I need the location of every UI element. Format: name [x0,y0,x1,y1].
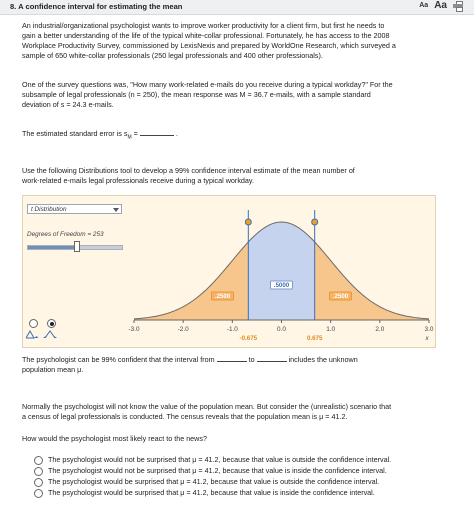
two-tail-radio[interactable] [47,319,56,328]
answer-option[interactable] [34,466,387,476]
upper-bound-input[interactable] [257,353,287,362]
se-equals: = [131,129,140,138]
census-line: a census of legal professionals is conducted. The census reveals that the population mean is μ = 41.2. [22,412,348,421]
intro-line: sample of 650 white-collar professionals (250 legal professionals and 400 other professionals). [22,51,323,60]
intro-line: Workplace Productivity Survey, commissioned by LexisNexis and prepared by WorldOne Research, which surveyed a [22,41,396,50]
tail-radio-group [29,319,56,328]
option-radio[interactable] [34,456,43,465]
standard-error-input[interactable] [140,127,174,136]
tail-icons [26,330,57,339]
option-radio[interactable] [34,489,43,498]
se-text: The estimated standard error is s [22,129,128,138]
survey-line: deviation of s = 24.3 e-mails. [22,100,114,109]
answer-text-c: includes the unknown [288,355,358,364]
x-axis-label: x [425,335,429,342]
intro-paragraph [22,21,454,61]
font-size-large-button[interactable]: Aa [434,0,447,11]
slider-thumb[interactable] [74,241,80,252]
option-radio[interactable] [34,478,43,487]
answer-line-1 [22,353,454,365]
x-tick-label: -3.0 [128,326,140,333]
x-tick-label: 2.0 [375,326,385,333]
cutoff-value-label: 0.675 [306,335,323,342]
option-label: The psychologist would not be surprised that μ = 41.2, because that value is outside the confidence interval. [48,455,392,464]
lower-bound-input[interactable] [217,353,247,362]
cutoff-handle [245,219,251,225]
question-prompt: How would the psychologist most likely react to the news? [22,434,207,443]
region-area [134,242,248,320]
census-paragraph [22,402,454,422]
region-probability-label: .2500 [332,293,349,300]
cutoff-handle [312,219,318,225]
region-area [248,222,314,320]
printer-icon[interactable] [453,1,464,11]
question-header [0,0,474,15]
se-period: . [175,129,178,138]
font-size-small-button[interactable]: Aa [419,2,429,9]
region-probability-label: .5000 [273,282,290,289]
one-tail-radio[interactable] [29,319,38,328]
distributions-tool [22,195,436,348]
option-label: The psychologist would be surprised that μ = 41.2, because that value is outside the confidence interval. [48,477,380,486]
answer-option[interactable] [34,488,375,498]
one-tail-icon[interactable] [26,330,39,339]
x-tick-label: -2.0 [177,326,189,333]
survey-line: One of the survey questions was, "How many work-related e-mails do you receive during a typical workday?" For the [22,80,393,89]
census-line: Normally the psychologist will not know the value of the population mean. But consider the (unrealistic) scenario that [22,402,392,411]
se-subscript: M [127,134,132,141]
distribution-select-value: t Distribution [31,206,67,213]
intro-line: An industrial/organizational psychologist wants to improve worker productivity for a client firm, but first he needs to [22,21,385,30]
answer-option[interactable] [34,455,391,465]
answer-text-b: to [248,355,255,364]
slider-fill [28,246,77,249]
tool-controls [27,204,124,214]
header-tools [419,1,464,11]
region-probability-label: .2500 [214,293,231,300]
option-label: The psychologist would not be surprised that μ = 41.2, because that value is inside the confidence interval. [48,466,387,475]
tool-instruction-line: work-related e-mails legal professionals receive during a typical workday. [22,176,254,185]
x-tick-label: 3.0 [424,326,434,333]
two-tail-icon[interactable] [43,330,57,339]
survey-paragraph [22,80,454,110]
chevron-down-icon [113,208,119,212]
x-tick-label: -1.0 [226,326,238,333]
question-title: 8. A confidence interval for estimating the mean [10,2,183,11]
survey-line: subsample of legal professionals (n = 250), the mean response was M = 36.7 e-mails, with a sample standard [22,90,371,99]
answer-sentence [22,353,454,375]
tool-instruction-line: Use the following Distributions tool to develop a 99% confidence interval estimate of the mean number of [22,166,355,175]
answer-text-a: The psychologist can be 99% confident that the interval from [22,355,215,364]
tool-instructions [22,166,454,186]
distribution-chart [124,196,435,347]
x-tick-label: 0.0 [277,326,286,333]
option-radio[interactable] [34,467,43,476]
answer-line-2: population mean μ. [22,365,84,374]
region-area [315,242,429,320]
cutoff-value-label: -0.675 [239,335,258,342]
intro-line: gain a better understanding of the life of the typical white-collar professional. Fortunately, he has access to the 2008 [22,31,390,40]
distribution-select[interactable] [27,204,122,214]
standard-error-line [22,127,454,142]
answer-option[interactable] [34,477,379,487]
x-tick-label: 1.0 [326,326,336,333]
option-label: The psychologist would be surprised that μ = 41.2, because that value is inside the confidence interval. [48,488,375,497]
degrees-of-freedom-label: Degrees of Freedom = 253 [27,231,104,238]
